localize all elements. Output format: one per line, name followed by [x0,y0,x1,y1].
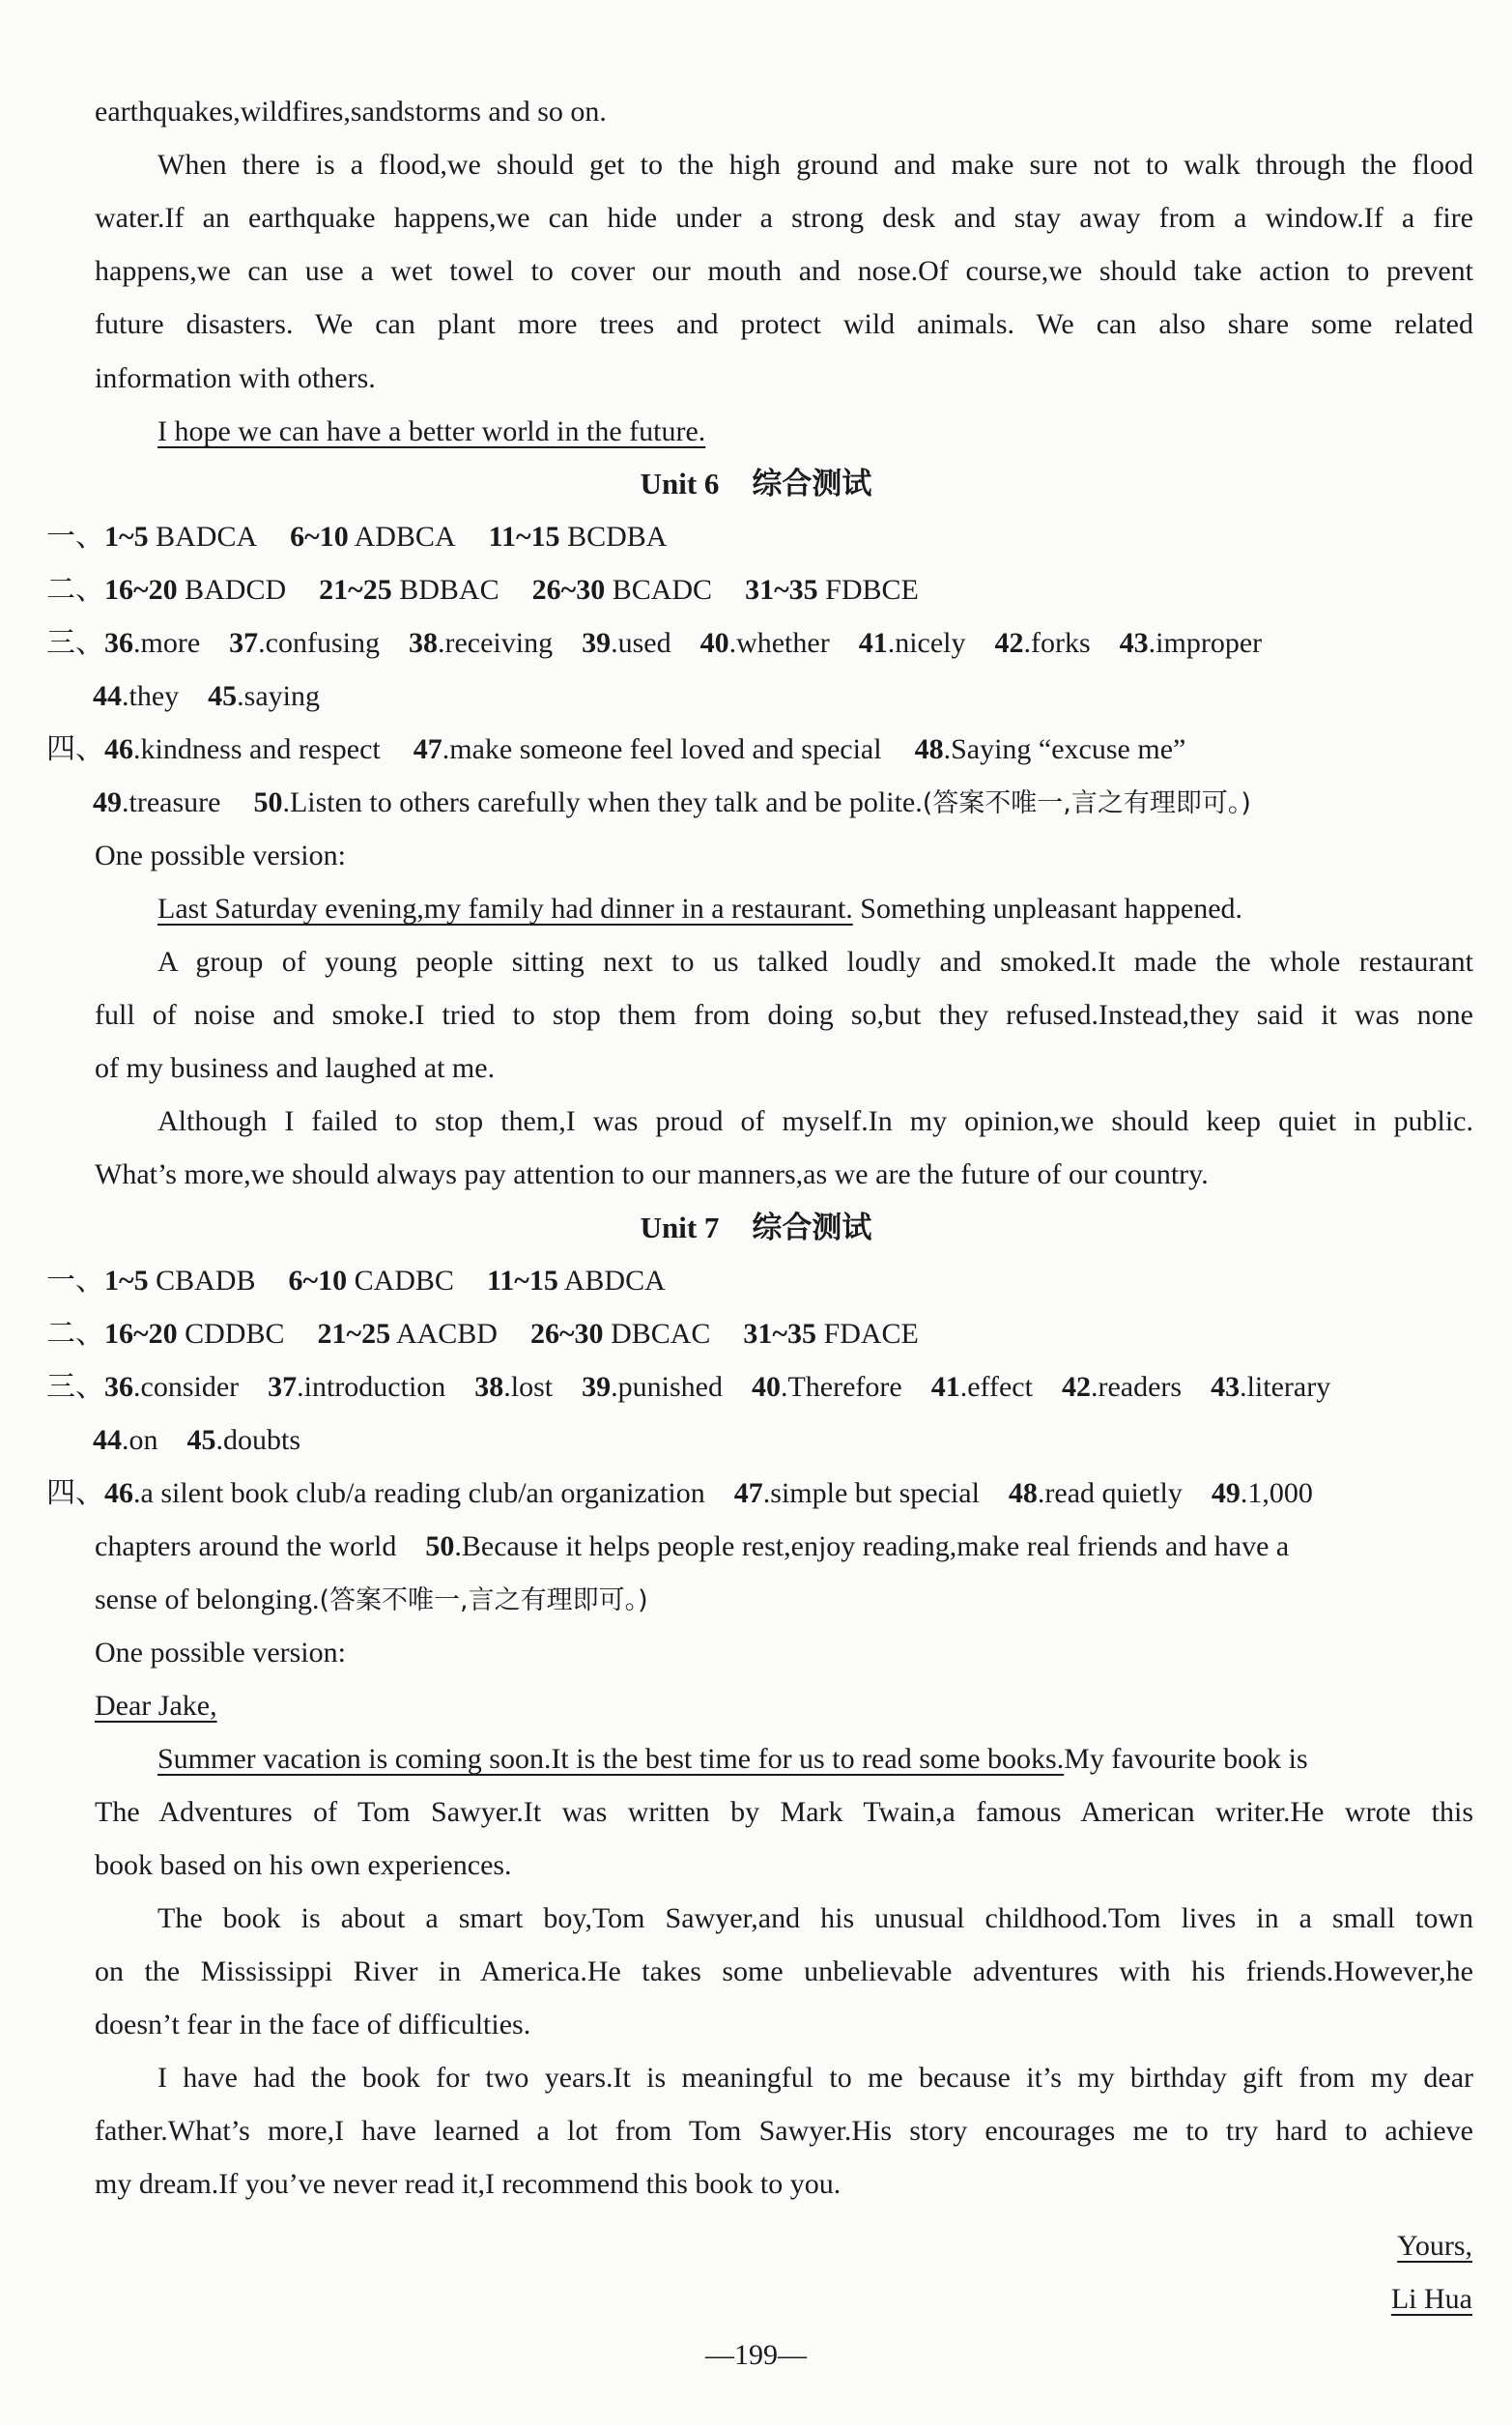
unit6-essay-line: What’s more,we should always pay attention to our manners,as we are the future of our country. [95,1158,1209,1190]
item-number: 40 [751,1371,781,1403]
unit7-section-4-cont [95,1581,648,1620]
answer-range: 6~10 [290,521,349,553]
section-prefix: 二、 [46,574,104,606]
answer-letters: CADBC [354,1265,454,1297]
item-answer: .Therefore [780,1371,902,1403]
letter-greeting-underlined: Dear Jake, [95,1690,217,1722]
intro-closing-underlined: I hope we can have a better world in the future. [157,415,706,447]
unit7-version-label: One possible version: [95,1637,346,1669]
answer-letters: FDACE [823,1318,919,1350]
item-answer: .nicely [887,627,966,659]
unit6-section-3-cont [93,677,320,716]
unit6-section-4 [46,730,1185,769]
item-answer: .a silent book club/a reading club/an organization [133,1477,705,1509]
answer-range: 11~15 [488,521,560,553]
letter-line: I have had the book for two years.It is meaningful to me because it’s my birthday gift from my dear [157,2062,1473,2094]
item-number: 46 [104,733,133,765]
item-answer: .improper [1148,627,1263,659]
answer-range: 6~10 [288,1265,348,1297]
item-answer: .Because it helps people rest,enjoy reading,make real friends and have a [454,1530,1290,1562]
item-answer: chapters around the world [95,1530,397,1562]
item-answer: .simple but special [762,1477,980,1509]
letter-line: book based on his own experiences. [95,1849,512,1881]
item-answer: .consider [133,1371,240,1403]
answer-letters: CBADB [156,1265,256,1297]
item-answer: .treasure [122,786,221,818]
answer-letters: BDBAC [399,574,499,606]
letter-signature-underlined: Li Hua [1390,2283,1472,2315]
item-number: 50 [425,1530,455,1562]
item-answer: .introduction [297,1371,446,1403]
answer-range: 1~5 [104,521,149,553]
item-number: 39 [582,627,612,659]
answer-range: 31~35 [743,1318,817,1350]
answer-letters: BCADC [612,574,713,606]
item-number: 36 [104,627,133,659]
section-prefix: 二、 [46,1318,104,1350]
unit7-section-1 [46,1262,666,1300]
item-answer: .confusing [258,627,380,659]
item-number: 47 [733,1477,763,1509]
intro-paragraph-line: happens,we can use a wet towel to cover our mouth and nose.Of course,we should take action to prevent [95,255,1473,287]
answer-range: 21~25 [317,1318,391,1350]
intro-paragraph-line: water.If an earthquake happens,we can hide under a strong desk and stay away from a window.If a fire [95,202,1473,234]
section-prefix: 三、 [46,627,104,659]
item-number: 43 [1211,1371,1241,1403]
item-answer: .lost [503,1371,554,1403]
unit6-essay-opening-rest: Something unpleasant happened. [852,893,1243,925]
item-number: 43 [1119,627,1149,659]
item-number: 36 [104,1371,133,1403]
answer-letters: ABDCA [563,1265,666,1297]
answer-letters: ADBCA [354,521,456,553]
item-number: 45 [208,680,238,712]
answer-letters: BADCA [156,521,258,553]
item-answer: .on [122,1424,158,1456]
unit7-section-4-cont [95,1527,1289,1566]
page-number: —199— [705,2339,807,2371]
item-answer: .make someone feel loved and special [442,733,882,765]
section-prefix: 四、 [46,1477,104,1509]
item-answer: .Listen to others carefully when they talk and be polite. [282,786,923,818]
item-number: 45 [186,1424,216,1456]
section-prefix: 三、 [46,1371,104,1403]
item-answer: .forks [1023,627,1091,659]
section-prefix: 四、 [46,733,104,765]
unit6-title: Unit 6 [640,467,720,500]
item-number: 49 [93,786,122,818]
answer-note: (答案不唯一,言之有理即可。) [922,788,1251,818]
item-number: 37 [229,627,259,659]
item-answer: sense of belonging. [95,1583,320,1615]
item-number: 42 [994,627,1024,659]
letter-sign-off [1397,2227,1472,2266]
unit6-section-2 [46,571,919,610]
item-answer: .readers [1090,1371,1183,1403]
item-answer: .1,000 [1240,1477,1313,1509]
intro-paragraph-line: information with others. [95,362,376,394]
item-number: 41 [858,627,888,659]
answer-letters: DBCAC [611,1318,711,1350]
item-number: 44 [93,1424,122,1456]
item-number: 50 [253,786,283,818]
letter-opening-rest: My favourite book is [1064,1743,1308,1775]
letter-line: The Adventures of Tom Sawyer.It was written by Mark Twain,a famous American writer.He wrote this [95,1796,1473,1828]
unit7-heading [0,1209,1512,1247]
letter-line: my dream.If you’ve never read it,I recommend this book to you. [95,2168,842,2200]
intro-closing [157,413,705,451]
item-number: 42 [1061,1371,1091,1403]
item-answer: .they [122,680,180,712]
item-answer: .Saying “excuse me” [943,733,1186,765]
item-answer: .saying [237,680,320,712]
unit6-heading [0,465,1512,503]
answer-note: (答案不唯一,言之有理即可。) [319,1585,648,1615]
item-answer: .punished [611,1371,723,1403]
item-number: 39 [582,1371,612,1403]
answer-range: 31~35 [745,574,818,606]
intro-paragraph-line: When there is a flood,we should get to the high ground and make sure not to walk through the flood [157,149,1473,181]
answer-letters: FDBCE [825,574,919,606]
unit7-section-4 [46,1474,1313,1513]
unit7-title: Unit 7 [640,1211,720,1244]
item-answer: .used [611,627,671,659]
unit6-essay-line: A group of young people sitting next to us talked loudly and smoked.It made the whole restaurant [157,946,1473,978]
unit6-section-1 [46,518,667,556]
intro-paragraph-line: future disasters. We can plant more trees and protect wild animals. We can also share some related [95,308,1473,340]
item-number: 46 [104,1477,133,1509]
item-answer: .more [133,627,201,659]
item-number: 41 [930,1371,960,1403]
unit6-essay-opening-underlined: Last Saturday evening,my family had dinner in a restaurant. [157,893,853,925]
item-answer: .effect [959,1371,1033,1403]
answer-range: 16~20 [104,574,178,606]
answer-letters: BCDBA [567,521,668,553]
answer-range: 26~30 [531,574,606,606]
answer-letters: AACBD [395,1318,498,1350]
item-number: 48 [914,733,944,765]
letter-signature [1391,2280,1472,2319]
letter-line: doesn’t fear in the face of difficulties. [95,2009,531,2040]
unit6-essay-opening [157,890,1242,928]
item-number: 48 [1008,1477,1038,1509]
unit6-title-cn: 综合测试 [752,467,872,500]
item-answer: .read quietly [1037,1477,1183,1509]
answer-range: 11~15 [486,1265,558,1297]
letter-line: father.What’s more,I have learned a lot from Tom Sawyer.His story encourages me to try hard to achieve [95,2115,1473,2147]
unit7-title-cn: 综合测试 [752,1211,872,1244]
unit6-section-3 [46,624,1262,663]
letter-opening-underlined: Summer vacation is coming soon.It is the best time for us to read some books. [157,1743,1065,1775]
letter-opening [157,1740,1308,1779]
item-number: 37 [268,1371,298,1403]
unit6-section-4-cont [93,784,1251,823]
item-answer: .receiving [437,627,554,659]
answer-range: 21~25 [319,574,392,606]
unit6-essay-line: of my business and laughed at me. [95,1052,496,1084]
section-prefix: 一、 [46,1265,104,1297]
answer-letters: BADCD [185,574,287,606]
unit7-section-2 [46,1315,919,1354]
item-answer: .literary [1240,1371,1331,1403]
item-answer: .kindness and respect [133,733,381,765]
item-number: 44 [93,680,122,712]
answer-range: 16~20 [104,1318,178,1350]
item-number: 49 [1211,1477,1241,1509]
answer-letters: CDDBC [185,1318,285,1350]
intro-line: earthquakes,wildfires,sandstorms and so on. [95,96,607,128]
item-number: 47 [413,733,442,765]
unit6-essay-line: full of noise and smoke.I tried to stop them from doing so,but they refused.Instead,they said it was none [95,999,1473,1031]
unit6-version-label: One possible version: [95,840,346,871]
item-number: 38 [408,627,438,659]
item-answer: .whether [728,627,830,659]
item-number: 38 [474,1371,504,1403]
item-number: 40 [699,627,729,659]
letter-sign-off-underlined: Yours, [1397,2230,1472,2262]
unit7-section-3-cont [93,1421,300,1460]
answer-range: 1~5 [104,1265,149,1297]
letter-line: on the Mississippi River in America.He takes some unbelievable adventures with his friends.However,he [95,1955,1473,1987]
unit7-section-3 [46,1368,1330,1407]
answer-range: 26~30 [529,1318,604,1350]
unit6-essay-line: Although I failed to stop them,I was proud of myself.In my opinion,we should keep quiet in public. [157,1105,1473,1137]
section-prefix: 一、 [46,521,104,553]
letter-greeting [95,1687,217,1726]
letter-line: The book is about a smart boy,Tom Sawyer,and his unusual childhood.Tom lives in a small town [157,1902,1473,1934]
item-answer: .doubts [215,1424,301,1456]
